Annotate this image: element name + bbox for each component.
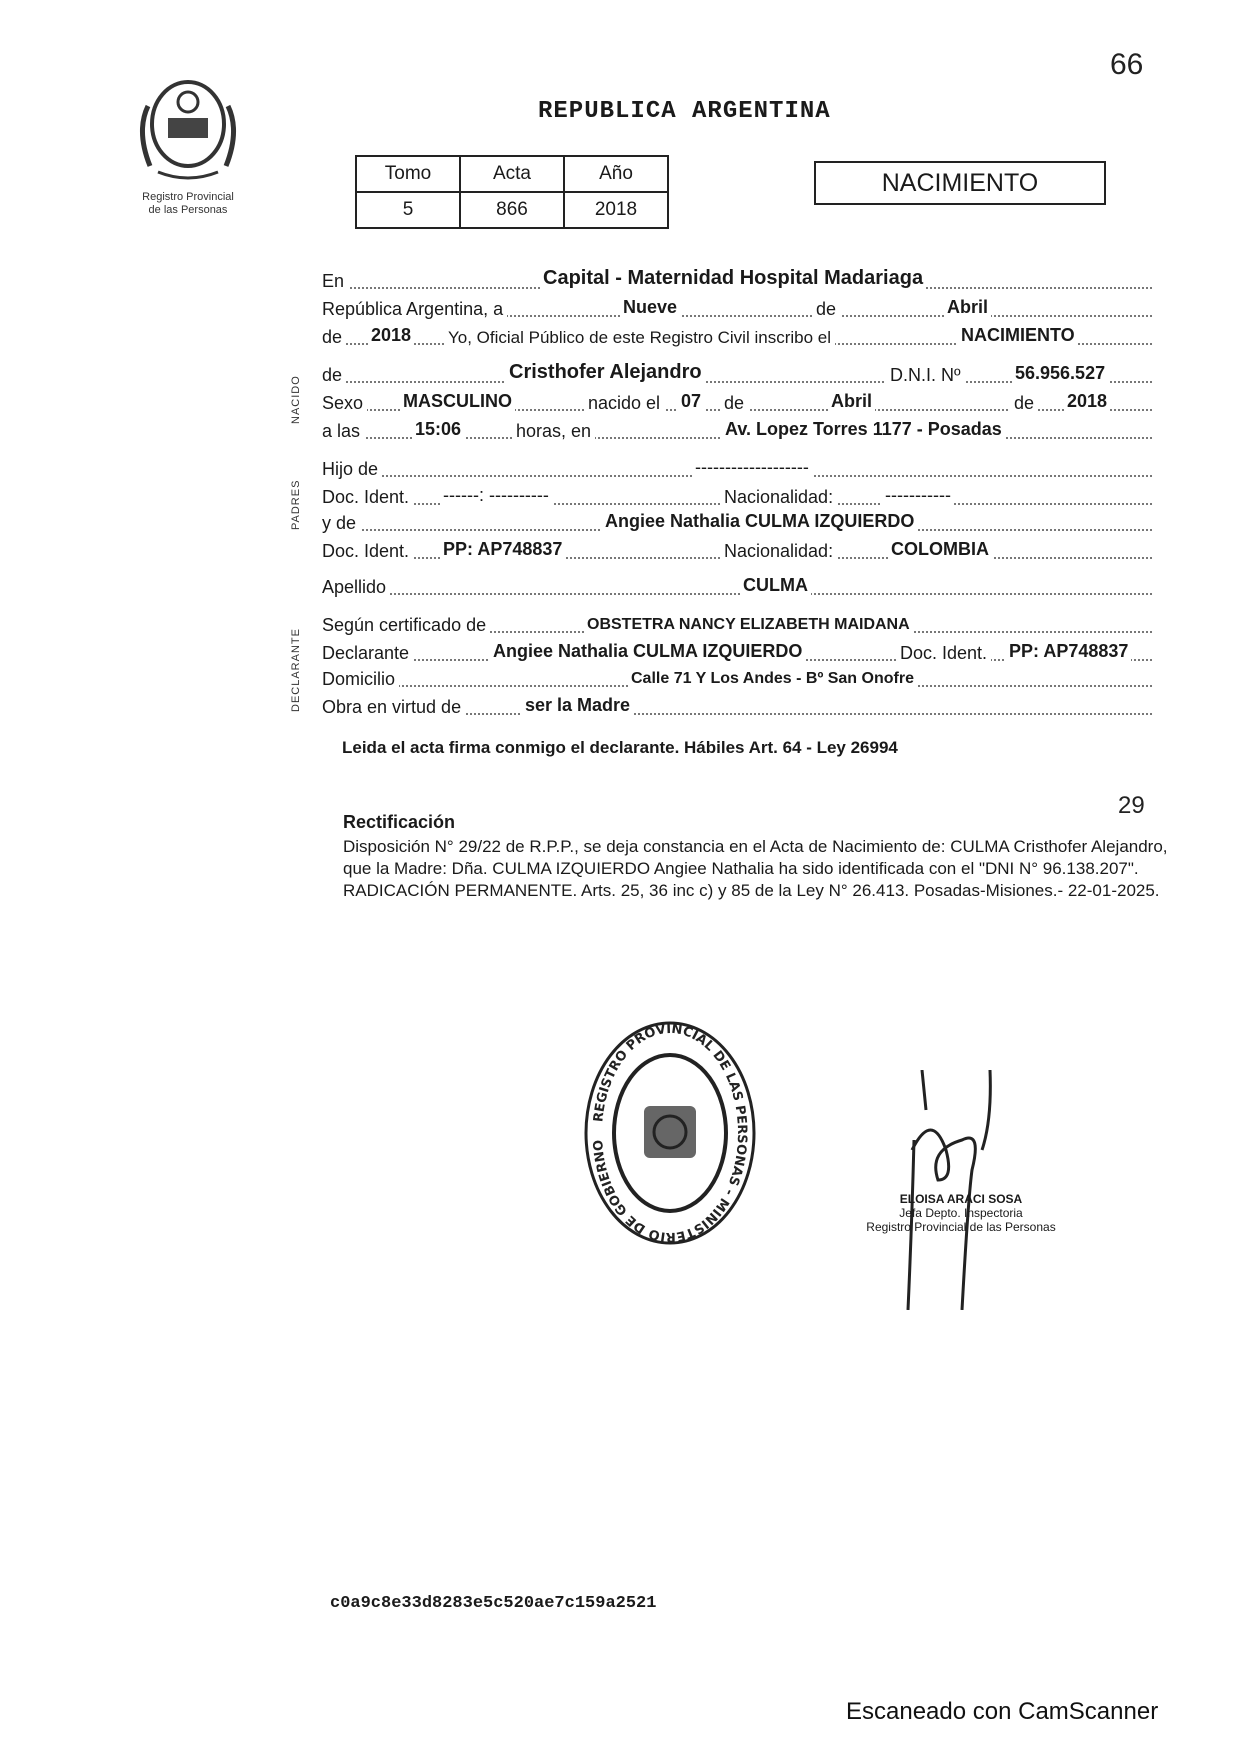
- label-declarante: Declarante: [322, 643, 413, 664]
- side-label-padres: PADRES: [290, 479, 302, 530]
- value-domicilio: Calle 71 Y Los Andes - Bº San Onofre: [628, 670, 917, 688]
- value-sexo: MASCULINO: [400, 391, 515, 412]
- label-sexo: Sexo: [322, 393, 367, 414]
- row-certificado: [322, 610, 1152, 636]
- label-oficial: Yo, Oficial Público de este Registro Civil inscribo el: [444, 328, 835, 348]
- label-nacido-de: de: [720, 393, 748, 414]
- registry-table: [355, 155, 669, 229]
- label-nac-padre: Nacionalidad:: [720, 487, 837, 508]
- row-nombre: [322, 360, 1152, 386]
- logo-caption-2: de las Personas: [148, 204, 228, 216]
- value-nacido-mes: Abril: [828, 391, 875, 412]
- value-dni: 56.956.527: [1012, 363, 1108, 384]
- value-lugar-nacimiento: Av. Lopez Torres 1177 - Posadas: [722, 419, 1005, 440]
- signer-title-1: Jefa Depto. Inspectoria: [899, 1206, 1023, 1220]
- header-tomo: Tomo: [356, 156, 460, 192]
- value-nacido-anio: 2018: [1064, 391, 1110, 412]
- label-apellido: Apellido: [322, 577, 390, 598]
- header-acta: Acta: [460, 156, 564, 192]
- label-horas-en: horas, en: [512, 421, 595, 442]
- row-doc-madre: [322, 536, 1152, 562]
- value-doc-declarante: PP: AP748837: [1006, 641, 1131, 662]
- rectificacion-number: 29: [1118, 792, 1145, 819]
- page-number: 66: [1110, 48, 1144, 81]
- value-acta: 866: [460, 192, 564, 228]
- value-anio: 2018: [368, 325, 414, 346]
- label-en: En: [322, 271, 348, 292]
- row-sexo: [322, 388, 1152, 414]
- row-fecha: [322, 294, 1152, 320]
- value-nombre: Cristhofer Alejandro: [506, 361, 705, 384]
- header-anio: Año: [564, 156, 668, 192]
- row-inscripcion: [322, 322, 1152, 348]
- rectificacion-body: Disposición N° 29/22 de R.P.P., se deja constancia en el Acta de Nacimiento de: CULMA Cristhofer Alejandro, que la Madre: Dña. CULMA IZQUIERDO Angiee Nathalia ha sido identificada con el "DNI N° 96.138.207". RADICACIÓN PERMANENTE. Arts. 25, 36 inc c) y 85 de la Ley N° 26.413. Posadas-Misiones.- 22-01-2025.: [343, 837, 1168, 900]
- value-nacido-dia: 07: [678, 391, 704, 412]
- label-nacido-de2: de: [1010, 393, 1038, 414]
- signer-title-2: Registro Provincial de las Personas: [866, 1220, 1056, 1234]
- svg-text:REGISTRO PROVINCIAL DE LAS PER: REGISTRO PROVINCIAL DE LAS PERSONAS - MINISTERIO DE GOBIERNO: [591, 1021, 750, 1245]
- row-doc-padre: [322, 482, 1152, 508]
- value-tomo: 5: [356, 192, 460, 228]
- row-obra: [322, 692, 1152, 718]
- row-declarante: [322, 638, 1152, 664]
- row-hora: [322, 416, 1152, 442]
- label-doc-padre: Doc. Ident.: [322, 487, 413, 508]
- label-nacido-el: nacido el: [584, 393, 664, 414]
- label-domicilio: Domicilio: [322, 669, 399, 690]
- value-doc-madre: PP: AP748837: [440, 539, 565, 560]
- rectificacion-title: Rectificación: [343, 812, 456, 832]
- row-hijo: [322, 454, 1152, 480]
- value-apellido: CULMA: [740, 575, 811, 596]
- value-obra: ser la Madre: [522, 695, 633, 716]
- signature-area: [842, 1070, 1072, 1310]
- official-stamp: [580, 1018, 760, 1253]
- label-a-las: a las: [322, 421, 364, 442]
- label-dni: D.N.I. Nº: [886, 365, 965, 386]
- side-label-nacido: NACIDO: [290, 375, 302, 424]
- label-obra: Obra en virtud de: [322, 697, 465, 718]
- value-nac-padre: -----------: [882, 485, 954, 506]
- signature-block: [836, 1192, 1086, 1234]
- label-de-mes: de: [812, 299, 840, 320]
- stamp-seal-icon: [580, 1018, 760, 1248]
- row-madre: [322, 508, 1152, 534]
- value-tipo-inscripcion: NACIMIENTO: [958, 325, 1078, 346]
- act-type-box: NACIMIENTO: [814, 161, 1106, 205]
- value-lugar-inscripcion: Capital - Maternidad Hospital Madariaga: [540, 267, 926, 290]
- handwritten-signature-icon: [842, 1070, 1072, 1310]
- coat-of-arms-icon: [118, 76, 258, 186]
- value-nac-madre: COLOMBIA: [888, 539, 992, 560]
- label-de-anio: de: [322, 327, 346, 348]
- scanner-footer: Escaneado con CamScanner: [846, 1698, 1159, 1725]
- signer-name: ELOISA ARACI SOSA: [899, 1192, 1023, 1206]
- registry-logo: [118, 76, 258, 217]
- label-certificado: Según certificado de: [322, 615, 490, 636]
- value-padre: -------------------: [692, 457, 812, 478]
- label-hijo: Hijo de: [322, 459, 382, 480]
- value-dia: Nueve: [620, 297, 680, 318]
- row-domicilio: [322, 664, 1152, 690]
- country-title: REPUBLICA ARGENTINA: [538, 98, 831, 125]
- value-declarante: Angiee Nathalia CULMA IZQUIERDO: [490, 641, 805, 662]
- value-hora: 15:06: [412, 419, 464, 440]
- row-apellido: [322, 572, 1152, 598]
- label-nac-madre: Nacionalidad:: [720, 541, 837, 562]
- label-doc-madre: Doc. Ident.: [322, 541, 413, 562]
- value-madre: Angiee Nathalia CULMA IZQUIERDO: [602, 511, 917, 532]
- label-de-nombre: de: [322, 365, 346, 386]
- document-hash: c0a9c8e33d8283e5c520ae7c159a2521: [330, 1594, 657, 1613]
- value-certificado: OBSTETRA NANCY ELIZABETH MAIDANA: [584, 616, 913, 634]
- value-mes: Abril: [944, 297, 991, 318]
- label-republica: República Argentina, a: [322, 299, 507, 320]
- row-en: [322, 266, 1152, 292]
- logo-caption-1: Registro Provincial: [142, 191, 234, 203]
- side-label-declarante: DECLARANTE: [290, 628, 302, 712]
- value-anio: 2018: [564, 192, 668, 228]
- legal-text: Leida el acta firma conmigo el declarante. Hábiles Art. 64 - Ley 26994: [342, 738, 898, 757]
- label-y-de: y de: [322, 513, 360, 534]
- label-doc-declarante: Doc. Ident.: [896, 643, 991, 664]
- value-doc-padre: ------: ----------: [440, 485, 552, 506]
